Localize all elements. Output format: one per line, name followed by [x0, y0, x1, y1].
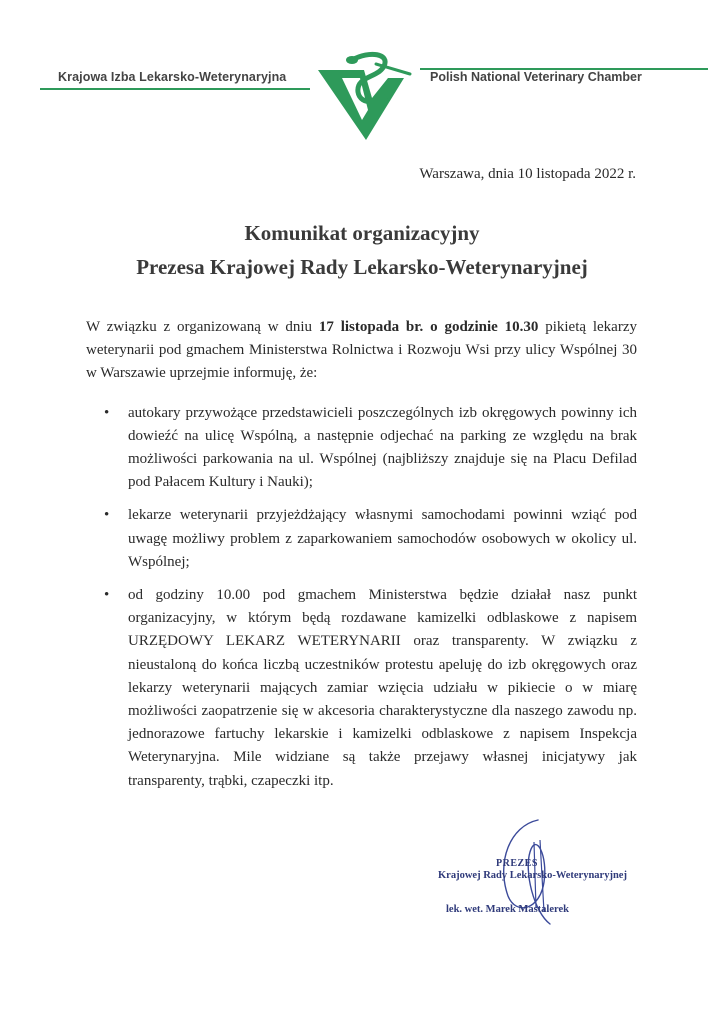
signature-organization: Krajowej Rady Lekarsko-Weterynaryjnej: [438, 870, 627, 881]
signature-block: [430, 812, 630, 932]
signature-title: PREZES: [496, 858, 538, 869]
bullet-icon: •: [104, 507, 110, 524]
letterhead-divider-left: [40, 88, 310, 90]
intro-text-part-2: pikietą lekarzy weterynarii pod gmachem Ministerstwa Rolnictwa i Rozwoju Wsi przy ulicy Wspólnej 30 w Warszawie uprzejmie informuję, że:: [86, 319, 637, 382]
bullet-list: [86, 402, 637, 793]
list-item-text: lekarze weterynarii przyjeżdżający własnymi samochodami powinni wziąć pod uwagę możliwy problem z zaparkowaniem samochodów osobowych w okolicy ul. Wspólnej;: [128, 507, 637, 570]
bullet-icon: •: [104, 404, 110, 421]
document-title-line-2: Prezesa Krajowej Rady Lekarsko-Weterynaryjnej: [136, 255, 588, 279]
list-item: [86, 402, 637, 495]
intro-bold-date: 17 listopada br. o godzinie 10.30: [318, 319, 539, 335]
signature-name: lek. wet. Marek Mastalerek: [446, 904, 569, 915]
document-body: [86, 316, 637, 803]
document-title: [0, 216, 724, 284]
document-title-line-1: Komunikat organizacyjny: [244, 221, 480, 245]
intro-text-part-1: W związku z organizowaną w dniu: [86, 319, 319, 335]
bullet-icon: •: [104, 587, 110, 604]
document-date: Warszawa, dnia 10 listopada 2022 r.: [419, 166, 636, 182]
letterhead-org-name-pl: Krajowa Izba Lekarsko-Weterynaryjna: [58, 70, 287, 84]
list-item: [86, 584, 637, 793]
list-item: [86, 504, 637, 574]
list-item-text: od godziny 10.00 pod gmachem Ministerstwa będzie działał nasz punkt organizacyjny, w którym będą rozdawane kamizelki odblaskowe z napisem URZĘDOWY LEKARZ WETERYNARII oraz transparenty. W związku z nieustaloną do końca liczbą uczestników protestu apeluję do izb okręgowych oraz lekarzy weterynarii mających zamiar wzięcia udziału w pikiecie o w miarę możliwości zaopatrzenie się w akcesoria charakterystyczne dla naszego zawodu np. jednorazowe fartuchy lekarskie i kamizelki odblaskowe z napisem Inspekcja Weterynaryjna. Mile widziane są także przejawy własnej inicjatywy jak transparenty, trąbki, czapeczki itp.: [128, 587, 637, 789]
caduceus-v-logo-icon: [312, 48, 422, 144]
list-item-text: autokary przywożące przedstawicieli poszczególnych izb okręgowych powinny ich dowieźć na ulicę Wspólną, a następnie odjechać na parking ze względu na brak możliwości parkowania na ul. Wspólnej (najbliższy znajduje się na Placu Defilad pod Pałacem Kultury i Nauki);: [128, 404, 637, 491]
intro-paragraph: [86, 316, 637, 386]
letterhead-org-name-en: Polish National Veterinary Chamber: [430, 70, 642, 84]
letterhead: [0, 0, 724, 150]
